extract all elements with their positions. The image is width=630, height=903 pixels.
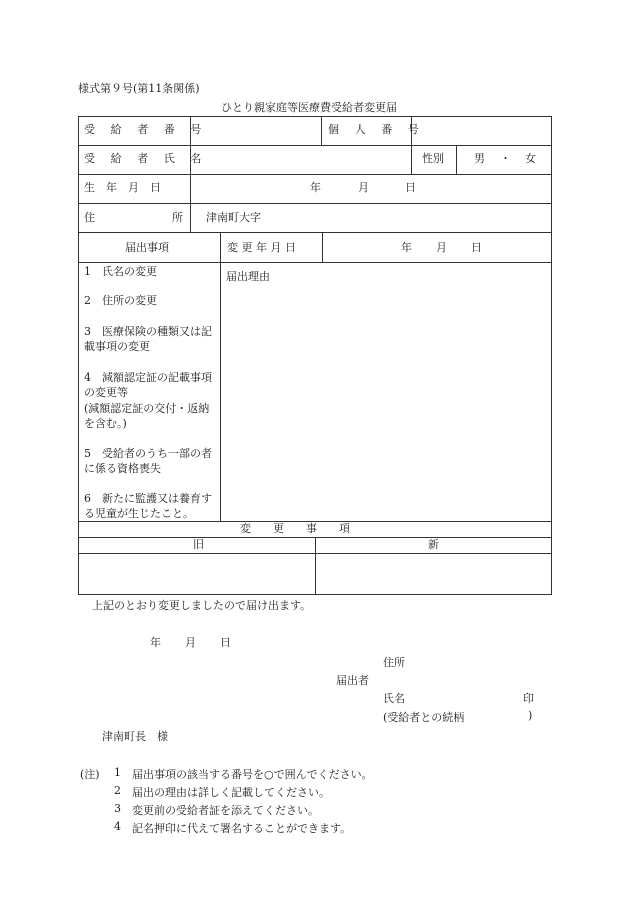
note-text: 届出事項の該当する番号を○で囲んでください。	[132, 768, 373, 781]
form-number: 様式第９号(第11条関係)	[78, 82, 200, 95]
note-number: 4	[114, 820, 121, 833]
gender-separator: ・	[500, 152, 511, 165]
change-day-unit: 日	[471, 241, 482, 254]
new-label: 新	[428, 538, 439, 551]
seal-label: 印	[523, 692, 534, 705]
old-label: 旧	[193, 538, 204, 551]
birth-year-unit: 年	[310, 181, 321, 194]
reason-field[interactable]	[221, 284, 551, 520]
note-text: 届出の理由は詳しく記載してください。	[132, 786, 330, 799]
address-label-right: 所	[172, 211, 183, 224]
sign-day-unit: 日	[220, 636, 231, 649]
gender-female-option[interactable]: 女	[525, 152, 536, 165]
address-value[interactable]: 津南町大字	[206, 211, 261, 224]
birthdate-label: 生 年 月 日	[84, 181, 161, 194]
list-item[interactable]: 4 減額認定証の記載事項の変更等	[84, 371, 212, 399]
new-value-field[interactable]	[316, 554, 550, 593]
list-item[interactable]: 1 氏名の変更	[84, 265, 157, 278]
gender-male-option[interactable]: 男	[474, 152, 485, 165]
list-item[interactable]: 2 住所の変更	[84, 294, 157, 307]
recipient-name-field[interactable]	[191, 146, 410, 174]
recipient-number-field[interactable]	[191, 117, 320, 145]
relation-close: )	[528, 709, 533, 722]
sign-month-unit: 月	[185, 636, 196, 649]
relation-label: (受給者との続柄	[383, 711, 465, 724]
notifier-label: 届出者	[336, 674, 369, 687]
old-value-field[interactable]	[79, 554, 314, 593]
change-month-unit: 月	[436, 241, 447, 254]
personal-number-field[interactable]	[412, 117, 551, 145]
list-item[interactable]: 3 医療保険の種類又は記載事項の変更	[84, 325, 212, 353]
list-item: (減額認定証の交付・返納を含む。)	[84, 402, 210, 430]
change-date-label: 変 更 年 月 日	[227, 241, 296, 254]
recipient-number-label: 受 給 者 番 号	[84, 123, 208, 136]
personal-number-label: 個 人 番 号	[328, 123, 425, 136]
signer-address-label: 住所	[383, 656, 405, 669]
form-title: ひとり親家庭等医療費受給者変更届	[221, 101, 397, 114]
changes-header: 変 更 事 項	[240, 522, 350, 535]
notes-prefix: (注)	[80, 768, 100, 781]
signer-name-label: 氏名	[383, 692, 405, 705]
address-label-left: 住	[84, 211, 95, 224]
recipient-name-label: 受 給 者 氏 名	[84, 152, 208, 165]
sign-year-unit: 年	[150, 636, 161, 649]
note-text: 変更前の受給者証を添えてください。	[132, 804, 319, 817]
reason-label: 届出理由	[226, 270, 270, 283]
notification-items-label: 届出事項	[125, 241, 169, 254]
list-item[interactable]: 6 新たに監護又は養育する児童が生じたこと。	[84, 492, 212, 520]
note-text: 記名押印に代えて署名することができます。	[132, 822, 352, 835]
note-number: 1	[114, 766, 121, 779]
list-item[interactable]: 5 受給者のうち一部の者に係る資格喪失	[84, 447, 212, 475]
birth-month-unit: 月	[358, 181, 369, 194]
note-number: 3	[114, 802, 121, 815]
declaration-text: 上記のとおり変更しましたので届け出ます。	[92, 599, 312, 612]
birth-day-unit: 日	[405, 181, 416, 194]
gender-label: 性別	[422, 152, 444, 165]
note-number: 2	[114, 784, 121, 797]
addressee: 津南町長 様	[102, 730, 168, 743]
change-year-unit: 年	[401, 241, 412, 254]
